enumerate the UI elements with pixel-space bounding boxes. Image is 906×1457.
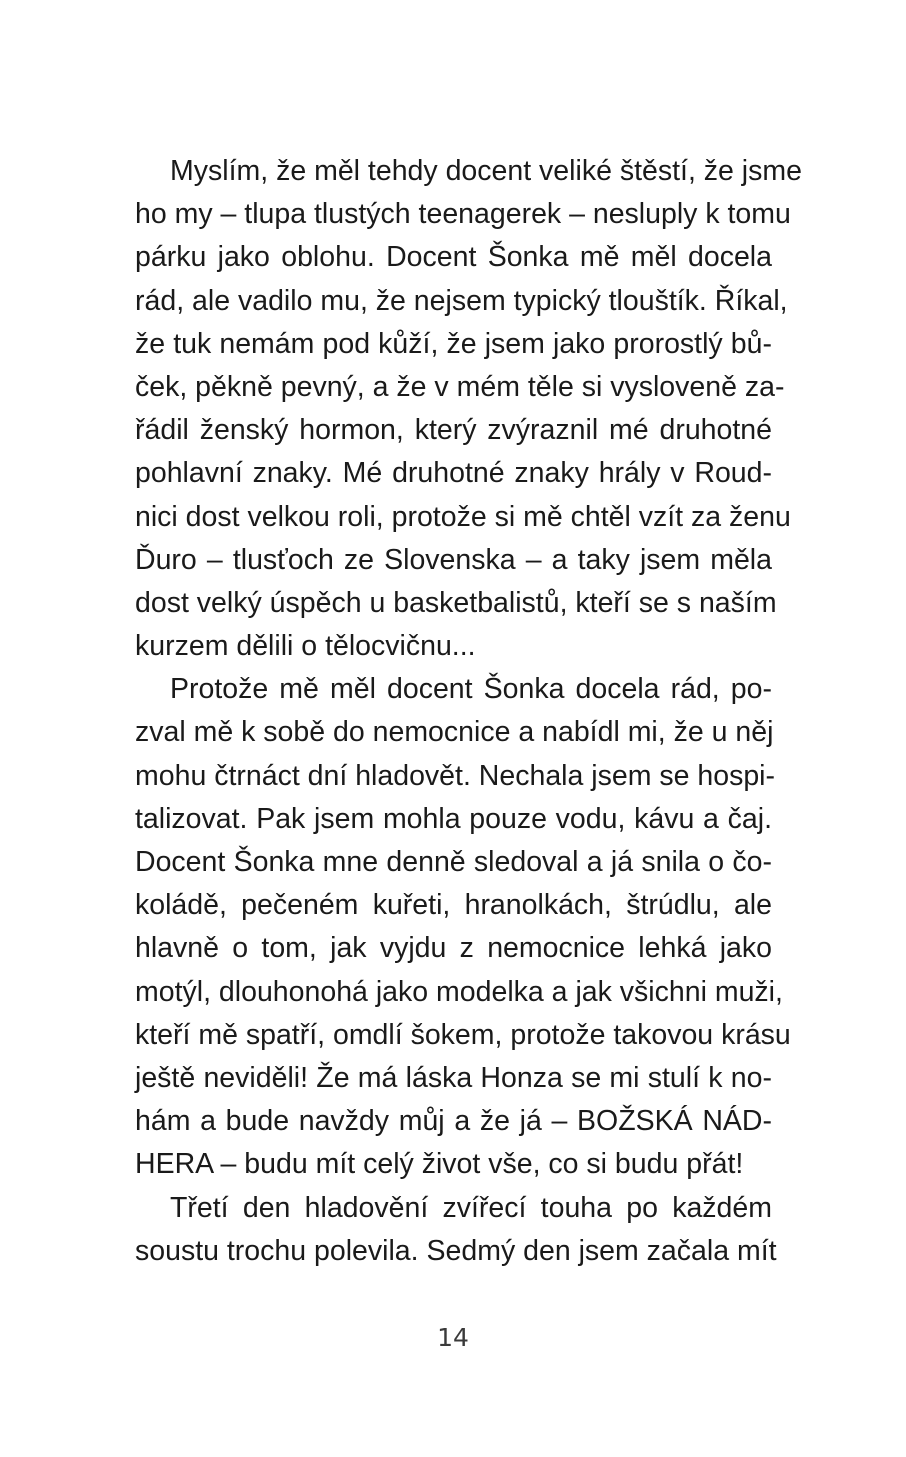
text-line: Protože mě měl docent Šonka docela rád, po- [170,673,772,706]
text-line: kurzem dělili o tělocvičnu... [135,630,476,663]
text-line: ho my – tlupa tlustých teenagerek – nesluply k tomu [135,198,791,231]
text-line: kteří mě spatří, omdlí šokem, protože takovou krásu [135,1018,791,1051]
text-line: zval mě k sobě do nemocnice a nabídl mi, že u něj [135,716,774,749]
text-line: koládě, pečeném kuřeti, hranolkách, štrúdlu, ale [135,889,772,922]
text-line: nici dost velkou roli, protože si mě chtěl vzít za ženu [135,500,791,533]
text-line: pohlavní znaky. Mé druhotné znaky hrály v Roud- [135,457,772,490]
text-line: hlavně o tom, jak vyjdu z nemocnice lehká jako [135,932,772,965]
text-line: řádil ženský hormon, který zvýraznil mé druhotné [135,414,772,447]
text-line: Třetí den hladovění zvířecí touha po každém [170,1191,772,1224]
text-line: talizovat. Pak jsem mohla pouze vodu, kávu a čaj. [135,802,772,835]
text-line: motýl, dlouhonohá jako modelka a jak všichni muži, [135,975,783,1008]
text-line: HERA – budu mít celý život vše, co si budu přát! [135,1148,744,1181]
text-line: rád, ale vadilo mu, že nejsem typický tlouštík. Říkal, [135,284,788,317]
body-text [135,150,802,1273]
text-line: mohu čtrnáct dní hladovět. Nechala jsem se hospi- [135,759,775,792]
text-line: že tuk nemám pod kůží, že jsem jako prorostlý bů- [135,327,772,360]
text-line: soustu trochu polevila. Sedmý den jsem začala mít [135,1234,777,1267]
text-line: ček, pěkně pevný, a že v mém těle si vysloveně za- [135,370,785,403]
text-line: párku jako oblohu. Docent Šonka mě měl docela [135,241,772,274]
text-line: Docent Šonka mne denně sledoval a já snila o čo- [135,846,772,878]
text-line: dost velký úspěch u basketbalistů, kteří se s naším [135,586,777,619]
text-line: Myslím, že měl tehdy docent veliké štěstí, že jsme [170,155,802,187]
text-line: Ďuro – tlusťoch ze Slovenska – a taky jsem měla [135,543,772,576]
text-line: hám a bude navždy můj a že já – BOŽSKÁ NÁD- [135,1105,772,1138]
page-number: 14 [437,1323,469,1352]
text-line: ještě neviděli! Že má láska Honza se mi stulí k no- [135,1061,772,1094]
